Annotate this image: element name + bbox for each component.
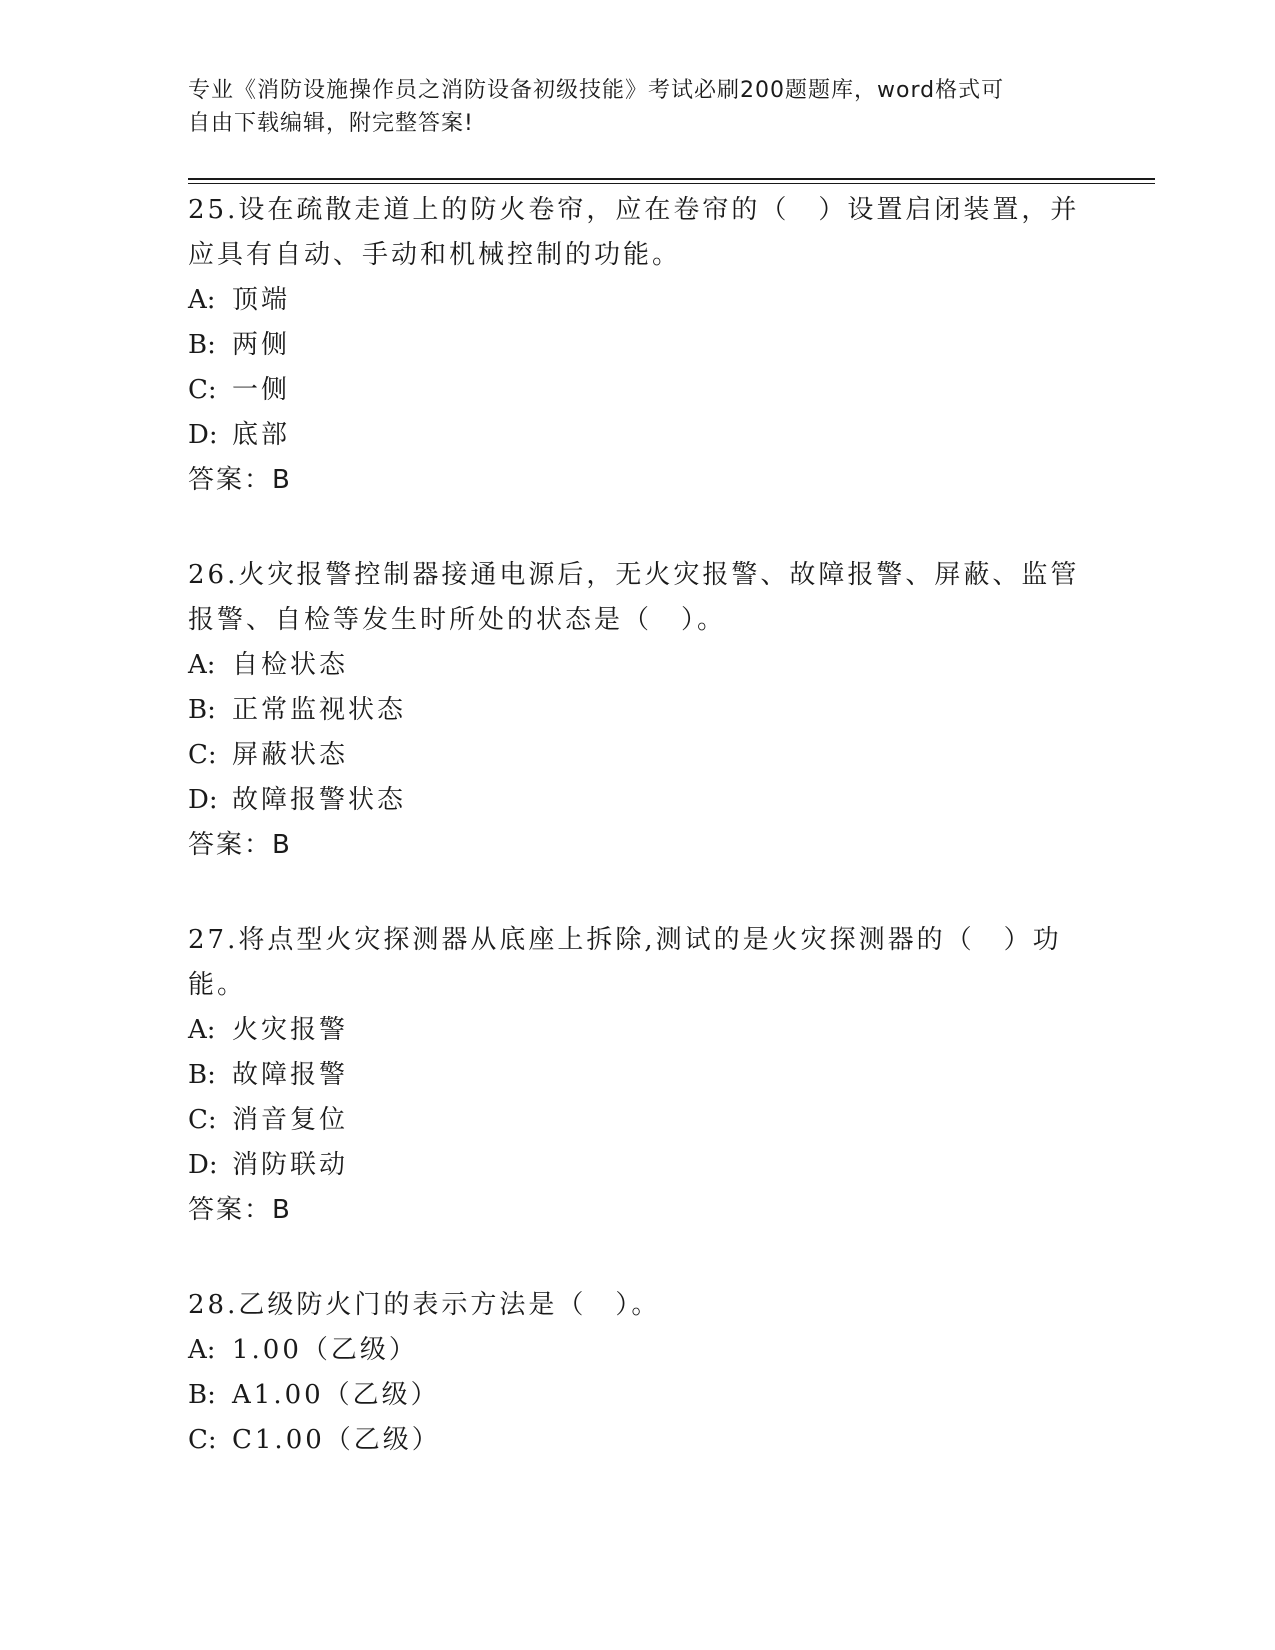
- option-a: [188, 1008, 1088, 1053]
- option-text: C1.00（乙级）: [232, 1425, 441, 1455]
- option-key: A:: [188, 1335, 216, 1365]
- option-b: [188, 688, 1088, 733]
- option-c: [188, 1098, 1088, 1143]
- question-26: [188, 553, 1088, 868]
- option-text: 火灾报警: [232, 1015, 349, 1045]
- option-text: A1.00（乙级）: [232, 1380, 440, 1410]
- option-d: [188, 1143, 1088, 1188]
- option-text: 消防联动: [232, 1150, 349, 1180]
- option-c: [188, 733, 1088, 778]
- option-text: 底部: [232, 420, 291, 450]
- option-b: [188, 1053, 1088, 1098]
- option-d: [188, 413, 1088, 458]
- answer-line: 答案：B: [188, 830, 292, 860]
- option-b: [188, 323, 1088, 368]
- option-key: C:: [188, 375, 217, 405]
- option-key: B:: [188, 330, 216, 360]
- document-header: [188, 74, 1068, 140]
- option-text: 一侧: [232, 375, 291, 405]
- option-key: A:: [188, 650, 216, 680]
- question-stem-line: 27.将点型火灾探测器从底座上拆除,测试的是火灾探测器的（ ）功: [188, 925, 1062, 955]
- option-key: B:: [188, 1060, 216, 1090]
- option-text: 正常监视状态: [232, 695, 407, 725]
- option-a: [188, 1328, 1088, 1373]
- question-28: [188, 1283, 1088, 1463]
- question-stem-line: 报警、自检等发生时所处的状态是（ ）。: [188, 605, 727, 635]
- option-key: B:: [188, 695, 216, 725]
- header-line-1: 专业《消防设施操作员之消防设备初级技能》考试必刷200题题库，word格式可: [188, 78, 1005, 103]
- option-b: [188, 1373, 1088, 1418]
- option-a: [188, 643, 1088, 688]
- option-key: D:: [188, 1150, 218, 1180]
- question-stem-line: 28.乙级防火门的表示方法是（ ）。: [188, 1290, 661, 1320]
- answer-line: 答案：B: [188, 465, 292, 495]
- question-stem-line: 能。: [188, 970, 247, 1000]
- option-key: B:: [188, 1380, 216, 1410]
- option-key: C:: [188, 740, 217, 770]
- answer-line: 答案：B: [188, 1195, 292, 1225]
- question-25: [188, 188, 1088, 503]
- option-text: 消音复位: [232, 1105, 349, 1135]
- option-key: D:: [188, 420, 218, 450]
- option-key: C:: [188, 1105, 217, 1135]
- option-c: [188, 368, 1088, 413]
- question-27: [188, 918, 1088, 1233]
- option-text: 1.00（乙级）: [232, 1335, 418, 1365]
- option-text: 自检状态: [232, 650, 349, 680]
- option-text: 顶端: [232, 285, 291, 315]
- option-a: [188, 278, 1088, 323]
- question-stem-line: 应具有自动、手动和机械控制的功能。: [188, 240, 682, 270]
- option-text: 屏蔽状态: [232, 740, 349, 770]
- option-key: A:: [188, 285, 216, 315]
- option-key: A:: [188, 1015, 216, 1045]
- option-key: D:: [188, 785, 218, 815]
- question-stem-line: 25.设在疏散走道上的防火卷帘，应在卷帘的（ ）设置启闭装置，并: [188, 195, 1080, 225]
- option-key: C:: [188, 1425, 217, 1455]
- header-divider-thin: [188, 183, 1155, 184]
- header-line-2: 自由下载编辑，附完整答案!: [188, 111, 474, 136]
- question-stem-line: 26.火灾报警控制器接通电源后，无火灾报警、故障报警、屏蔽、监管: [188, 560, 1080, 590]
- header-divider-thick: [188, 178, 1155, 180]
- option-text: 故障报警: [232, 1060, 349, 1090]
- option-c: [188, 1418, 1088, 1463]
- option-d: [188, 778, 1088, 823]
- option-text: 两侧: [232, 330, 291, 360]
- option-text: 故障报警状态: [232, 785, 407, 815]
